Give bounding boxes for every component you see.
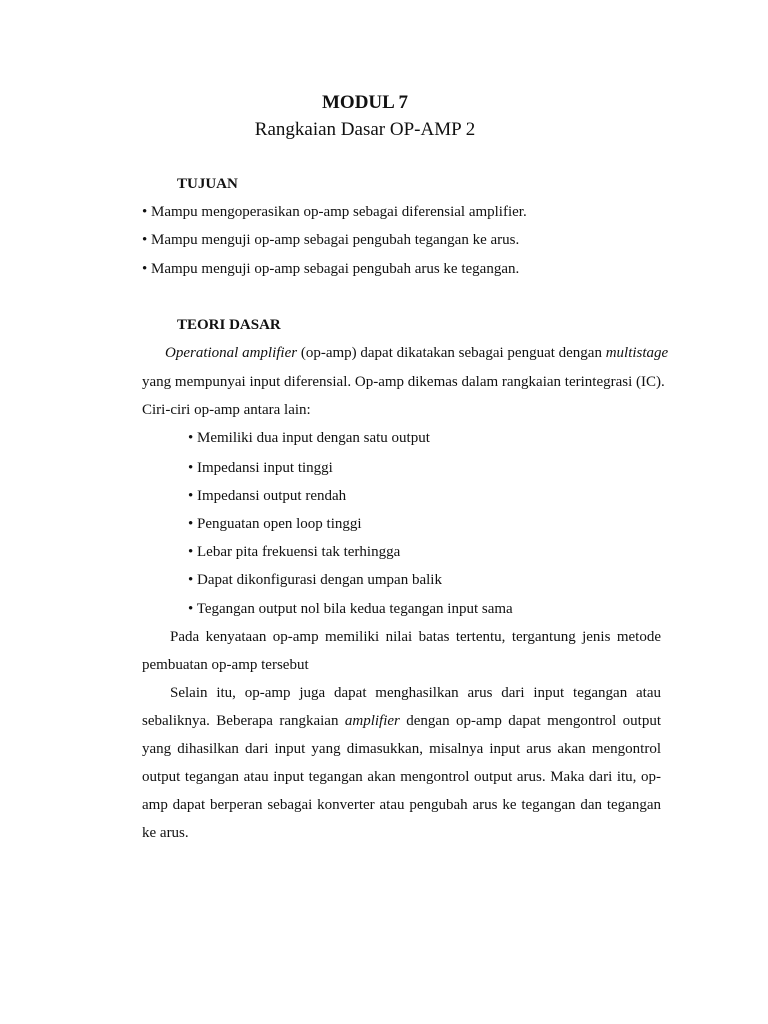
italic-multistage: multistage (605, 345, 669, 361)
feature-item-4: • Penguatan open loop tinggi (188, 516, 362, 532)
italic-amplifier: amplifier (344, 713, 400, 729)
tujuan-item-2: • Mampu menguji op-amp sebagai pengubah tegangan ke arus. (142, 232, 520, 248)
para3-line-4: output tegangan atau input tegangan akan mengontrol output arus. Maka dari itu, op- (142, 769, 661, 785)
tujuan-heading: TUJUAN (177, 176, 238, 192)
italic-operational-amplifier: Operational amplifier (165, 345, 298, 361)
para3-text-a: sebaliknya. Beberapa rangkaian (142, 713, 345, 729)
teori-intro-line-2: yang mempunyai input diferensial. Op-amp dikemas dalam rangkaian terintegrasi (IC). (142, 374, 665, 390)
module-title: MODUL 7 (321, 92, 409, 113)
para3-text-b: dengan op-amp dapat mengontrol output (399, 713, 661, 729)
feature-item-5: • Lebar pita frekuensi tak terhingga (188, 544, 401, 560)
para3-line-6: ke arus. (142, 825, 189, 841)
para2-line-1: Pada kenyataan op-amp memiliki nilai batas tertentu, tergantung jenis metode (170, 629, 661, 645)
tujuan-item-1: • Mampu mengoperasikan op-amp sebagai diferensial amplifier. (142, 204, 527, 220)
feature-item-7: • Tegangan output nol bila kedua tegangan input sama (188, 601, 513, 617)
para3-line-1: Selain itu, op-amp juga dapat menghasilkan arus dari input tegangan atau (170, 685, 661, 701)
feature-item-2: • Impedansi input tinggi (188, 460, 333, 476)
module-subtitle: Rangkaian Dasar OP-AMP 2 (254, 119, 476, 140)
para3-line-2 (142, 713, 661, 730)
para3-line-3: yang dihasilkan dari input yang dimasukkan, misalnya input arus akan mengontrol (142, 741, 661, 757)
para2-line-2: pembuatan op-amp tersebut (142, 657, 309, 673)
feature-item-6: • Dapat dikonfigurasi dengan umpan balik (188, 572, 442, 588)
tujuan-item-3: • Mampu menguji op-amp sebagai pengubah arus ke tegangan. (142, 261, 520, 277)
feature-item-1: • Memiliki dua input dengan satu output (188, 430, 430, 446)
teori-heading: TEORI DASAR (177, 317, 281, 333)
para3-line-5: amp dapat berperan sebagai konverter atau pengubah arus ke tegangan dan tegangan (142, 797, 661, 813)
intro-text: (op-amp) dapat dikatakan sebagai penguat dengan (297, 345, 606, 361)
feature-item-3: • Impedansi output rendah (188, 488, 347, 504)
teori-intro-line-1 (165, 345, 668, 362)
teori-intro-line-3: Ciri-ciri op-amp antara lain: (142, 402, 311, 418)
